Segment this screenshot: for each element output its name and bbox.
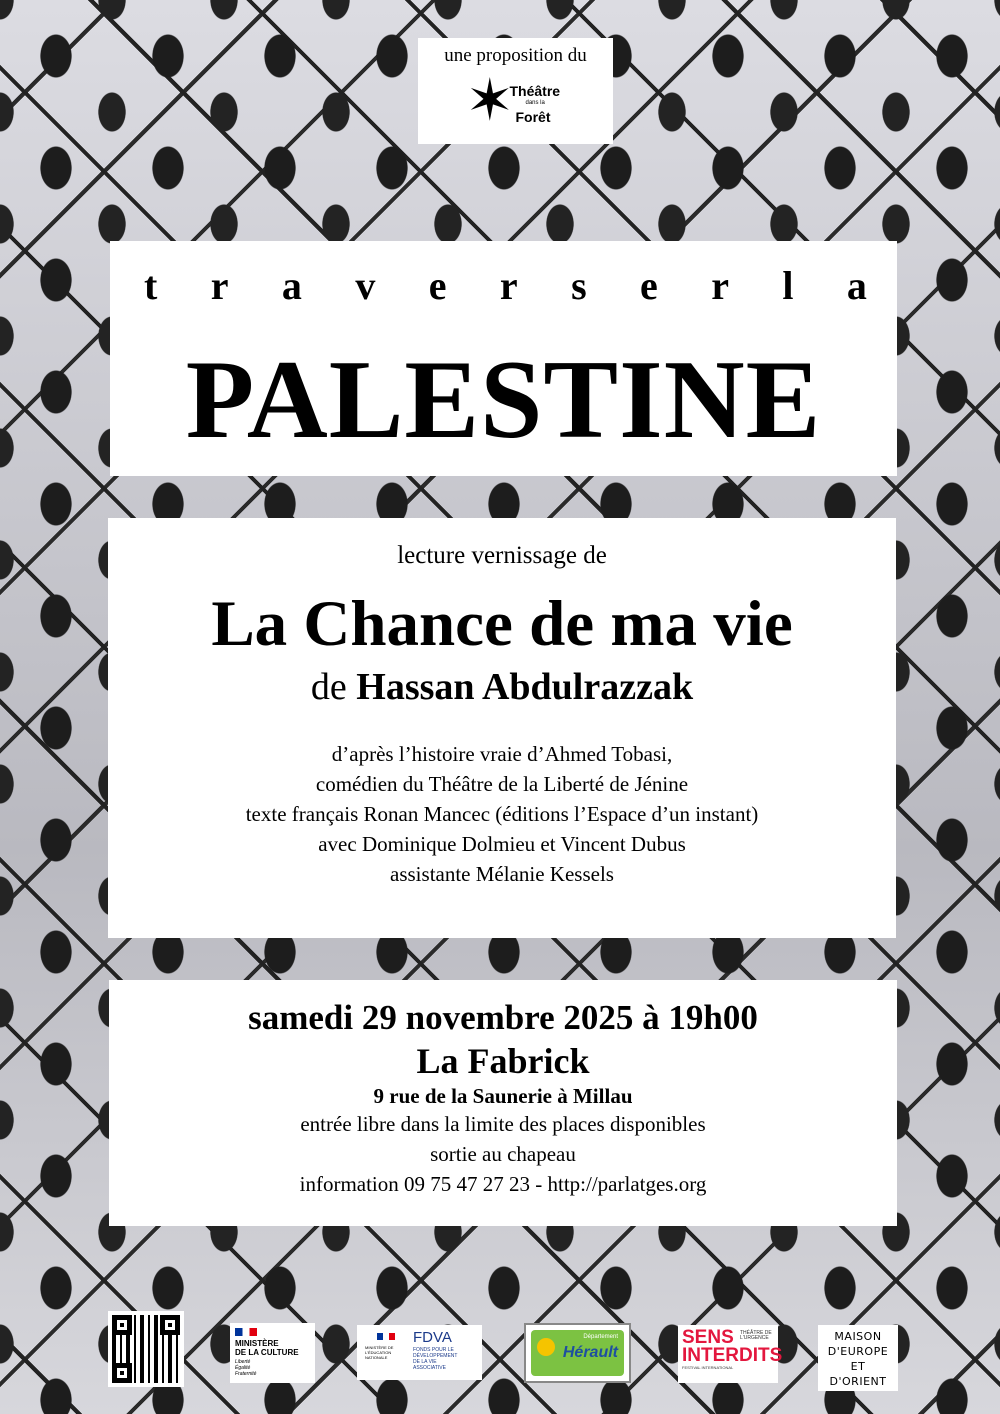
- sponsor-logos: [0, 1305, 1000, 1405]
- maison-line-3: ET D'ORIENT: [829, 1360, 887, 1388]
- theatre-foret-logo: [465, 66, 566, 134]
- title-pre-letter: s: [571, 263, 587, 308]
- event-box: [109, 980, 897, 1226]
- credits: [108, 739, 896, 889]
- motto-2: Égalité: [235, 1365, 251, 1371]
- credit-line: comédien du Théâtre de la Liberté de Jénine: [315, 772, 689, 796]
- event-exit: sortie au chapeau: [430, 1142, 576, 1166]
- motto-1: Liberté: [235, 1359, 251, 1365]
- title-pre-letter: a: [846, 263, 867, 308]
- maison-line-1: MAISON: [834, 1330, 882, 1343]
- sens-line-2: INTERDITS: [682, 1345, 783, 1366]
- title-pre: [110, 241, 897, 306]
- fdva-sub-1: FONDS POUR LE: [413, 1347, 454, 1353]
- motto-3: Fraternité: [235, 1371, 257, 1377]
- main-title: PALESTINE: [185, 338, 822, 462]
- event-venue: La Fabrick: [416, 1041, 590, 1081]
- title-pre-letter: e: [640, 263, 658, 308]
- sens-side: THÉÂTRE DE L'URGENCE: [740, 1330, 772, 1341]
- credit-line: avec Dominique Dolmieu et Vincent Dubus: [318, 832, 686, 856]
- french-flag-icon: [235, 1328, 257, 1336]
- french-flag-icon: [377, 1333, 395, 1340]
- event-entry: entrée libre dans la limite des places disponibles: [300, 1112, 706, 1136]
- sens-interdits-logo: [678, 1325, 783, 1383]
- title-pre-letter: l: [782, 263, 794, 308]
- event-address: 9 rue de la Saunerie à Millau: [373, 1084, 633, 1108]
- fdva-sub-4: ASSOCIATIVE: [413, 1365, 446, 1371]
- proposition-text: une proposition du: [444, 45, 587, 66]
- title-pre-letter: t: [144, 263, 158, 308]
- credit-line: texte français Ronan Mancec (éditions l’Espace d’un instant): [245, 802, 759, 826]
- herault-name: Hérault: [562, 1344, 618, 1361]
- fdva-logo: [357, 1325, 482, 1380]
- fdva-subtitle: [413, 1347, 457, 1371]
- herault-logo: [524, 1323, 631, 1383]
- fdva-title: FDVA: [413, 1329, 452, 1346]
- ministere-title-1: MINISTÈRE: [235, 1339, 279, 1348]
- sens-tag: FESTIVAL INTERNATIONAL: [682, 1365, 734, 1370]
- fdva-sub-3: DE LA VIE: [413, 1359, 437, 1365]
- intro-text: lecture vernissage de: [397, 542, 607, 569]
- event-date: samedi 29 novembre 2025 à 19h00: [248, 998, 758, 1037]
- title-box: [110, 241, 897, 476]
- title-pre-letter: v: [355, 263, 376, 308]
- qr-code-icon[interactable]: [108, 1311, 184, 1387]
- herault-dept: Département: [583, 1334, 618, 1340]
- title-pre-letter: r: [210, 263, 229, 308]
- author-name: Hassan Abdulrazzak: [356, 666, 694, 708]
- ministere-title-2: DE LA CULTURE: [235, 1348, 299, 1357]
- star-icon: ✶: [465, 66, 515, 134]
- logo-word-1: Théâtre: [509, 83, 561, 99]
- maison-europe-orient-logo: [818, 1325, 898, 1391]
- title-pre-letter: r: [499, 263, 518, 308]
- play-title: La Chance de ma vie: [211, 588, 793, 660]
- author-line: [108, 665, 896, 709]
- author-prefix: de: [310, 666, 347, 708]
- event-contact: information 09 75 47 27 23 - http://parlatges.org: [299, 1172, 707, 1196]
- credit-line: d’après l’histoire vraie d’Ahmed Tobasi,: [331, 742, 673, 766]
- credit-line: assistante Mélanie Kessels: [390, 862, 614, 886]
- info-box: [108, 518, 896, 938]
- logo-word-3: Forêt: [515, 109, 551, 125]
- title-pre-letter: r: [711, 263, 729, 308]
- logo-word-2: dans la: [525, 100, 545, 106]
- fdva-sub-2: DÉVELOPPEMENT: [413, 1353, 458, 1359]
- title-pre-letter: a: [281, 263, 302, 308]
- sens-line-1: SENS: [682, 1327, 734, 1348]
- title-pre-letter: e: [428, 263, 447, 308]
- fdva-ministry: MINISTÈRE DE L'ÉDUCATION NATIONALE: [365, 1345, 394, 1360]
- ministere-culture-logo: [230, 1323, 315, 1383]
- maison-line-2: D'EUROPE: [827, 1345, 889, 1358]
- proposition-box: [418, 38, 613, 144]
- sun-icon: [537, 1338, 555, 1356]
